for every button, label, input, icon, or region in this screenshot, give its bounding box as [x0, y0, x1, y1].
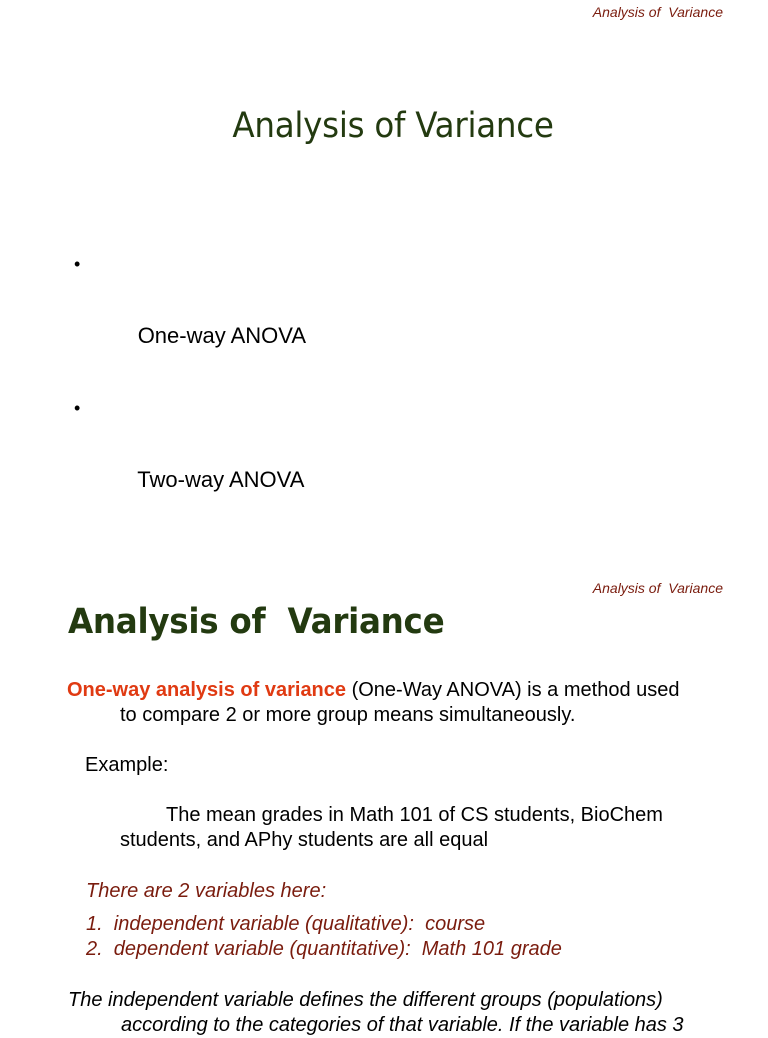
- example-text-line: The mean grades in Math 101 of CS students, BioChem: [166, 804, 663, 826]
- bullet-marker: •: [74, 254, 81, 274]
- variables-list: [86, 912, 562, 962]
- example-text-line: students, and APhy students are all equal: [120, 829, 489, 851]
- running-header: Analysis of Variance: [592, 4, 723, 20]
- variable-item: 1. independent variable (qualitative): course: [86, 913, 486, 935]
- definition-text: (One-Way ANOVA) is a method used: [346, 679, 680, 701]
- bullet-list: [72, 246, 306, 534]
- bullet-item: [72, 390, 306, 534]
- definition-paragraph: [67, 678, 727, 728]
- running-header: Analysis of Variance: [592, 580, 723, 596]
- example-label: Example:: [85, 754, 169, 776]
- definition-term: One-way analysis of variance: [67, 679, 347, 701]
- bullet-marker: •: [74, 398, 81, 418]
- example-text: [120, 803, 720, 853]
- bullet-item: [72, 246, 306, 390]
- groups-text-line: The independent variable defines the different groups (populations): [68, 989, 663, 1011]
- bullet-label: Two-way ANOVA: [137, 467, 305, 492]
- variables-intro: There are 2 variables here:: [86, 880, 327, 902]
- groups-paragraph: [68, 988, 728, 1038]
- bullet-label: One-way ANOVA: [137, 323, 307, 348]
- slide-2: [0, 576, 768, 1036]
- slide-title: Analysis of Variance: [68, 602, 445, 642]
- variable-item: 2. dependent variable (quantitative): Math 101 grade: [86, 938, 562, 960]
- definition-text-continued: to compare 2 or more group means simultaneously.: [120, 704, 576, 726]
- slide-title: Analysis of Variance: [232, 106, 554, 146]
- groups-text-line: according to the categories of that variable. If the variable has 3: [121, 1014, 684, 1036]
